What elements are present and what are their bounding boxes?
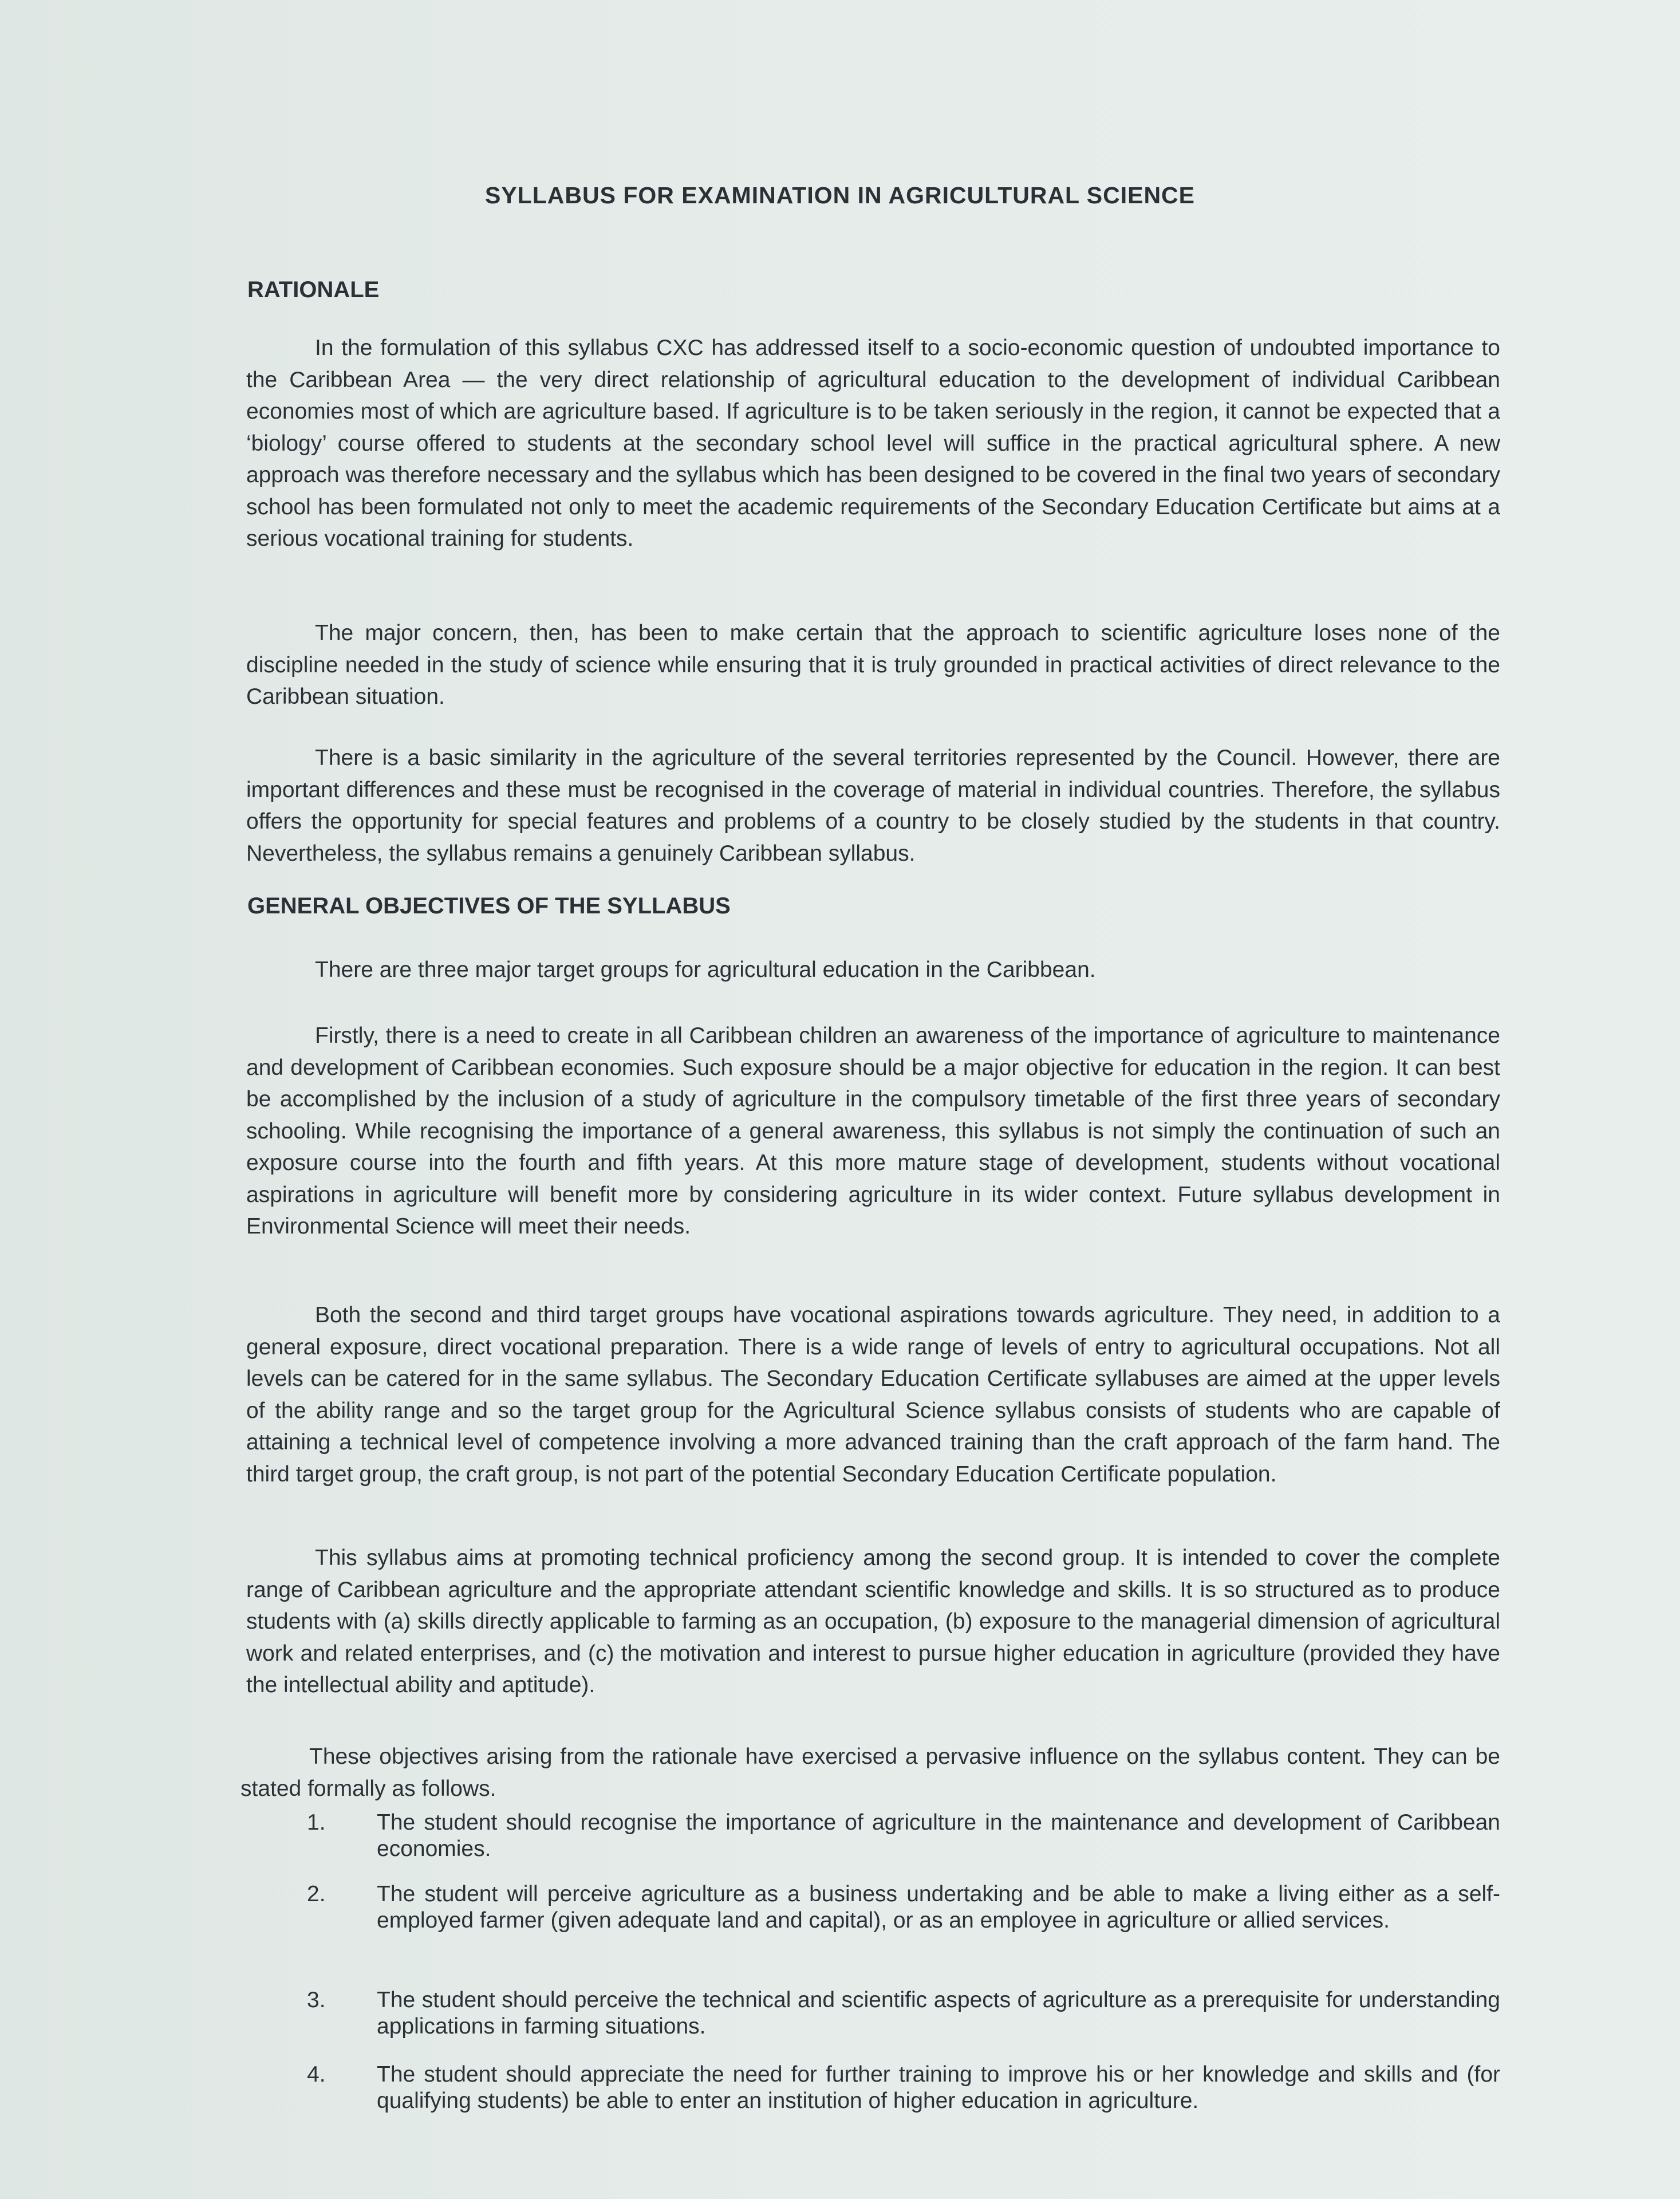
objectives-paragraph [246, 1299, 1500, 1490]
page-title: SYLLABUS FOR EXAMINATION IN AGRICULTURAL SCIENCE [484, 182, 1196, 208]
paragraph-text: The major concern, then, has been to make certain that the approach to scientific agriculture loses none of the discipline needed in the study of science while ensuring that it is truly grounded in practical activities of direct relevance to the Caribbean situation. [246, 621, 1500, 709]
item-text: The student should perceive the technical and scientific aspects of agriculture as a prerequisite for understanding applications in farming situations. [377, 1988, 1500, 2039]
objective-item [309, 1987, 1500, 2040]
paragraph-text: In the formulation of this syllabus CXC has addressed itself to a socio-economic question of undoubted importance to the Caribbean Area — the very direct relationship of agricultural education to the development of individual Caribbean economies most of which are agriculture based. If agriculture is to be taken seriously in the region, it cannot be expected that a ‘biology’ course offered to students at the secondary school level will suffice in the practical agricultural sphere. A new approach was therefore necessary and the syllabus which has been designed to be covered in the final two years of secondary school has been formulated not only to meet the academic requirements of the Secondary Education Certificate but aims at a serious vocational training for students. [246, 336, 1500, 551]
objectives-paragraph [240, 1741, 1500, 1804]
objectives-paragraph [246, 1020, 1500, 1243]
paragraph-text: There is a basic similarity in the agriculture of the several territories represented by the Council. However, there are important differences and these must be recognised in the coverage of material in individual countries. Therefore, the syllabus offers the opportunity for special features and problems of a country to be closely studied by the students in that country. Nevertheless, the syllabus remains a genuinely Caribbean syllabus. [246, 746, 1500, 866]
item-text: The student should recognise the importance of agriculture in the maintenance and development of Caribbean economies. [377, 1810, 1500, 1861]
rationale-paragraph [246, 617, 1500, 713]
rationale-heading: RATIONALE [247, 277, 380, 302]
item-number: 2. [307, 1882, 326, 1906]
paragraph-text: Firstly, there is a need to create in all Caribbean children an awareness of the importance of agriculture to maintenance and development of Caribbean economies. Such exposure should be a major objective for education in the region. It can best be accomplished by the inclusion of a study of agriculture in the compulsory timetable of the first three years of secondary schooling. While recognising the importance of a general awareness, this syllabus is not simply the continuation of such an exposure course into the fourth and fifth years. At this more mature stage of development, students without vocational aspirations in agriculture will benefit more by considering agriculture in its wider context. Future syllabus development in Environmental Science will meet their needs. [246, 1023, 1500, 1239]
objective-item [309, 1810, 1500, 1862]
item-number: 1. [307, 1810, 326, 1835]
paragraph-text: These objectives arising from the rationale have exercised a pervasive influence on the syllabus content. They can be stated formally as follows. [240, 1744, 1500, 1801]
paragraph-text: There are three major target groups for agricultural education in the Caribbean. [315, 957, 1096, 982]
item-number: 3. [307, 1988, 326, 2012]
item-text: The student should appreciate the need for further training to improve his or her knowledge and skills and (for qualifying students) be able to enter an institution of higher education in agriculture. [377, 2062, 1500, 2113]
rationale-paragraph [246, 332, 1500, 555]
paragraph-text: This syllabus aims at promoting technical proficiency among the second group. It is intended to cover the complete range of Caribbean agriculture and the appropriate attendant scientific knowledge and skills. It is so structured as to produce students with (a) skills directly applicable to farming as an occupation, (b) exposure to the managerial dimension of agricultural work and related enterprises, and (c) the motivation and interest to pursue higher education in agriculture (provided they have the intellectual ability and aptitude). [246, 1546, 1500, 1697]
paragraph-text: Both the second and third target groups have vocational aspirations towards agriculture. They need, in addition to a general exposure, direct vocational preparation. There is a wide range of levels of entry to agricultural occupations. Not all levels can be catered for in the same syllabus. The Secondary Education Certificate syllabuses are aimed at the upper levels of the ability range and so the target group for the Agricultural Science syllabus consists of students who are capable of attaining a technical level of competence involving a more advanced training than the craft approach of the farm hand. The third target group, the craft group, is not part of the potential Secondary Education Certificate population. [246, 1303, 1500, 1487]
item-text: The student will perceive agriculture as a business undertaking and be able to make a living either as a self-employed farmer (given adequate land and capital), or as an employee in agriculture or allied services. [377, 1882, 1500, 1933]
objectives-paragraph [246, 954, 1500, 986]
objectives-paragraph [246, 1542, 1500, 1701]
objectives-heading: GENERAL OBJECTIVES OF THE SYLLABUS [247, 893, 731, 919]
rationale-paragraph [246, 742, 1500, 869]
objective-item [309, 1881, 1500, 1934]
item-number: 4. [307, 2062, 326, 2087]
objective-item [309, 2062, 1500, 2114]
